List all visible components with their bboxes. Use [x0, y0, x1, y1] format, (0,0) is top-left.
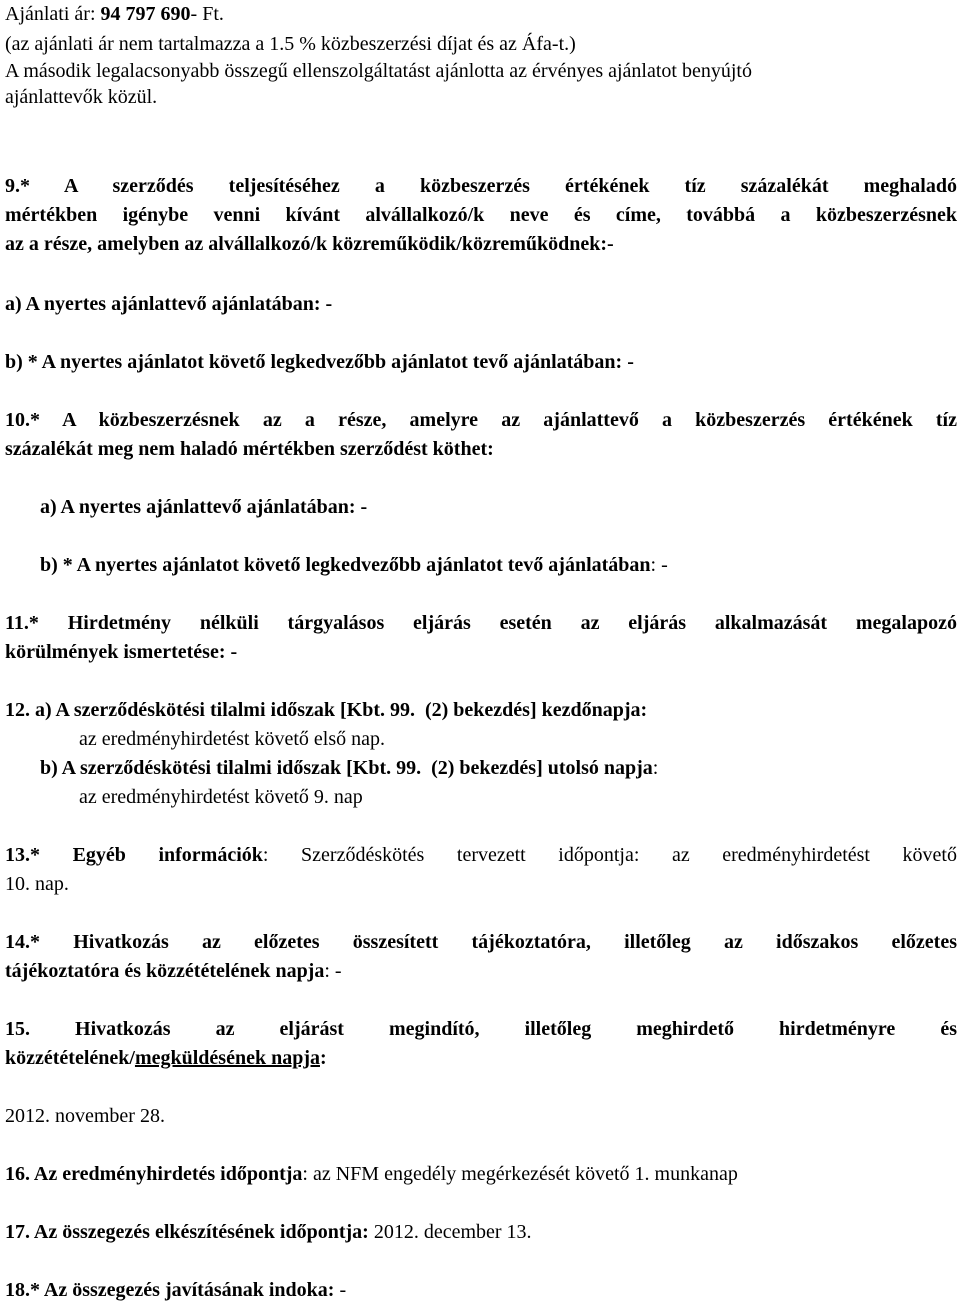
section-9-line-1: 9.* A szerződés teljesítéséhez a közbeszerzés értékének tíz százalékát meghaladó: [5, 175, 957, 197]
section-15-line-1: 15. Hivatkozás az eljárást megindító, illetőleg meghirdető hirdetményre és: [5, 1018, 957, 1040]
section-12-a: 12. a) A szerződéskötési tilalmi időszak [Kbt. 99. (2) bekezdés] kezdőnapja:: [5, 699, 648, 721]
section-14-line-2: tájékoztatóra és közzétételének napja: -: [5, 960, 342, 982]
offer-price-line: [5, 2, 224, 26]
section-12-b-value: az eredményhirdetést követő 9. nap: [79, 786, 363, 808]
section-18: 18.* Az összegezés javításának indoka: -: [5, 1279, 347, 1301]
section-11-line-2: körülmények ismertetése: -: [5, 641, 238, 663]
section-10-a: a) A nyertes ajánlattevő ajánlatában: -: [40, 496, 368, 518]
section-9-b: b) * A nyertes ajánlatot követő legkedvezőbb ajánlatot tevő ajánlatában: -: [5, 351, 634, 373]
section-12-a-value: az eredményhirdetést követő első nap.: [79, 728, 385, 750]
section-12-b: b) A szerződéskötési tilalmi időszak [Kbt. 99. (2) bekezdés] utolsó napja:: [40, 757, 659, 779]
section-11-line-1: 11.* Hirdetmény nélküli tárgyalásos eljárás esetén az eljárás alkalmazását megalapozó: [5, 612, 957, 634]
section-9-a: a) A nyertes ajánlattevő ajánlatában: -: [5, 293, 333, 315]
section-13-line-2: 10. nap.: [5, 873, 69, 895]
section-9-line-3: az a része, amelyben az alvállalkozó/k közreműködik/közreműködnek:-: [5, 233, 614, 255]
section-15-date: 2012. november 28.: [5, 1105, 165, 1127]
section-10-line-1: 10.* A közbeszerzésnek az a része, amelyre az ajánlattevő a közbeszerzés értékének tíz: [5, 409, 957, 431]
section-13-line-1: 13.* Egyéb információk: Szerződéskötés tervezett időpontja: az eredményhirdetést követő: [5, 844, 957, 866]
section-17: 17. Az összegezés elkészítésének időpontja: 2012. december 13.: [5, 1221, 532, 1243]
section-16: 16. Az eredményhirdetés időpontja: az NFM engedély megérkezését követő 1. munkanap: [5, 1163, 738, 1185]
offer-price-note: (az ajánlati ár nem tartalmazza a 1.5 % közbeszerzési díjat és az Áfa-t.): [5, 33, 576, 55]
section-15-line-2: közzétételének/megküldésének napja:: [5, 1047, 327, 1069]
section-14-line-1: 14.* Hivatkozás az előzetes összesített tájékoztatóra, illetőleg az időszakos előzetes: [5, 931, 957, 953]
offer-price-value: 94 797 690: [100, 3, 191, 25]
section-10-line-2: százalékát meg nem haladó mértékben szerződést köthet:: [5, 438, 494, 460]
section-9-line-2: mértékben igénybe venni kívánt alvállalkozó/k neve és címe, továbbá a közbeszerzésnek: [5, 204, 957, 226]
section-10-b: b) * A nyertes ajánlatot követő legkedvezőbb ajánlatot tevő ajánlatában: -: [40, 554, 668, 576]
second-lowest-line-2: ajánlattevők közül.: [5, 86, 158, 108]
offer-price-suffix: - Ft.: [190, 3, 224, 25]
second-lowest-line-1: A második legalacsonyabb összegű ellenszolgáltatást ajánlotta az érvényes ajánlatot benyújtó: [5, 60, 752, 82]
offer-price-label: Ajánlati ár:: [5, 3, 101, 25]
